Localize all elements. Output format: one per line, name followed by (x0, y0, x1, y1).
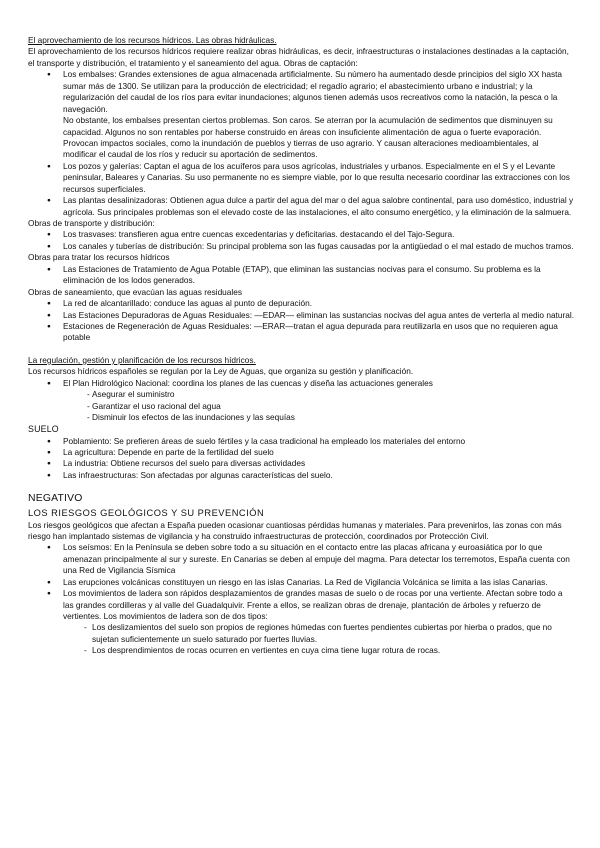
list-item: ● Las erupciones volcánicas constituyen un riesgo en las islas Canarias. La Red de Vigilancia Volcánica se limita a las islas Canarias. (28, 577, 574, 588)
section-intro: El aprovechamiento de los recursos hídricos requiere realizar obras hidráulicas, es decir, infraestructuras o instalaciones destinadas a la captación, el transporte y distribución, el tratamiento y el saneamiento del agua. Obras de captación: (28, 46, 569, 68)
list-item: ● Los trasvases: transfieren agua entre cuencas excedentarias y deficitarias. destacando el del Tajo-Segura. (28, 229, 574, 240)
dash-item: - Los desprendimientos de rocas ocurren en vertientes en cuya cima tiene lugar rotura de rocas. (63, 645, 574, 656)
list-item: ● Las Estaciones de Tratamiento de Agua Potable (ETAP), que eliminan las sustancias nocivas para el consumo. Su problema es la eliminación de los lodos generados. (28, 264, 574, 287)
list-item: ● Poblamiento: Se prefieren áreas de suelo fértiles y la casa tradicional ha empleado los materiales del entorno (28, 436, 574, 447)
document-page (28, 35, 574, 657)
plan-list (28, 378, 574, 389)
list-item: ● Las plantas desalinizadoras: Obtienen agua dulce a partir del agua del mar o del agua salobre continental, para uso doméstico, industrial y agrícola. Sus principales problemas son el elevado coste de las instalaciones, el alto consumo energético, y la eliminación de la salmuera. (28, 195, 574, 218)
transporte-list (28, 229, 574, 252)
dash-item: - Los deslizamientos del suelo son propios de regiones húmedas con fuertes pendientes cubiertas por hierba o prados, que no sujetan suficientemente un suelo saturado por fuertes lluvias. (63, 622, 574, 645)
list-item: ● El Plan Hidrológico Nacional: coordina los planes de las cuencas y diseña las actuaciones generales (28, 378, 574, 389)
captacion-list (28, 69, 574, 218)
section-title-regulacion: La regulación, gestión y planificación de los recursos hídricos. (28, 354, 256, 365)
list-item (28, 588, 574, 657)
list-item: ● La agricultura: Depende en parte de la fertilidad del suelo (28, 447, 574, 458)
suelo-list (28, 436, 574, 482)
subheading-tratar: Obras para tratar los recursos hídricos (28, 252, 170, 263)
list-item: ● Los pozos y galerías: Captan el agua de los acuíferos para usos agrícolas, industriales y urbanos. Especialmente en el S y el Levante peninsular, Baleares y Canarias. Su uso permanente no es siempre viable, por lo que resulta necesario coordinar las extracciones con los recursos superficiales. (28, 161, 574, 195)
riesgos-list (28, 542, 574, 656)
dash-item: - Disminuir los efectos de las inundaciones y las sequías (28, 412, 574, 423)
section-title-negativo: NEGATIVO (28, 493, 83, 505)
dash-item: - Asegurar el suministro (28, 389, 574, 400)
section-title-suelo: SUELO (28, 424, 59, 435)
ladera-types-list (63, 622, 574, 656)
section-intro: Los recursos hídricos españoles se regulan por la Ley de Aguas, que organiza su gestión y planificación. (28, 366, 414, 377)
list-item: ● Estaciones de Regeneración de Aguas Residuales: —ERAR—tratan el agua depurada para reutilizarla en usos que no requieren agua potable (28, 321, 574, 344)
list-item: ● Las Estaciones Depuradoras de Aguas Residuales: —EDAR— eliminan las sustancias nocivas del agua antes de verterla al medio natural. (28, 310, 574, 321)
list-item-text: Los embalses: Grandes extensiones de agua almacenada artificialmente. Su número ha aumentado desde principios del siglo XX hasta sumar más de 1300. Se utilizan para la producción de electricidad; el regadío agrario; el abastecimiento urbano e industrial; y la regularización del caudal de los ríos para evitar inundaciones; algunos tienen además usos recreativos como la natación, la pesca o la navegación. (63, 69, 563, 114)
list-item: ● Las infraestructuras: Son afectadas por algunas características del suelo. (28, 470, 574, 481)
section-subtitle-riesgos: LOS RIESGOS GEOLÓGICOS Y SU PREVENCIÓN (28, 507, 265, 518)
saneamiento-list (28, 298, 574, 344)
list-item-text: Los movimientos de ladera son rápidos desplazamientos de grandes masas de suelo o de rocas por una vertiente. Afectan sobre todo a las grandes cordilleras y al valle del Guadalquivir. Frente a ellos, se realizan obras de drenaje, plantación de árboles y refuerzo de vertientes. Los movimientos de ladera son de dos tipos: (63, 588, 563, 621)
tratar-list (28, 264, 574, 287)
section-title-aprovechamiento: El aprovechamiento de los recursos hídricos. Las obras hidráulicas. (28, 35, 277, 45)
list-item-extra: No obstante, los embalses presentan ciertos problemas. Son caros. Se aterran por la acumulación de sedimentos que disminuyen su capacidad. Algunos no son rentables por haberse construido en áreas con insuficiente alimentación de agua o fuerte evaporación. Provocan impactos sociales, como la inundación de pueblos y tierras de uso agrario. Y causan alteraciones medioambientales, al modificar el caudal de los ríos y reducir su aportación de sedimentos. (63, 115, 553, 160)
list-item: ● La industria: Obtiene recursos del suelo para diversas actividades (28, 458, 574, 469)
list-item: ● La red de alcantarillado: conduce las aguas al punto de depuración. (28, 298, 574, 309)
list-item: ● Los seísmos: En la Península se deben sobre todo a su situación en el contacto entre las placas africana y euroasiática por lo que amenazan principalmente al sur y sureste. En Canarias se deben al empuje del magma. Para detectar los terremotos, España cuenta con una Red de Vigilancia Sísmica (28, 542, 574, 576)
section-intro: Los riesgos geológicos que afectan a España pueden ocasionar cuantiosas pérdidas humanas y materiales. Para prevenirlos, las zonas con más riesgo han implantado sistemas de vigilancia y ha construido infraestructuras de protección, coordinados por Protección Civil. (28, 519, 562, 541)
list-item: ● Los canales y tuberías de distribución: Su principal problema son las fugas causadas por la antigüedad o el mal estado de muchos tramos. (28, 241, 574, 252)
plan-goals-list (28, 389, 574, 423)
subheading-transporte: Obras de transporte y distribución: (28, 218, 155, 228)
list-item (28, 69, 574, 161)
dash-item: - Garantizar el uso racional del agua (28, 401, 574, 412)
subheading-saneamiento: Obras de saneamiento, que evacúan las aguas residuales (28, 286, 243, 297)
